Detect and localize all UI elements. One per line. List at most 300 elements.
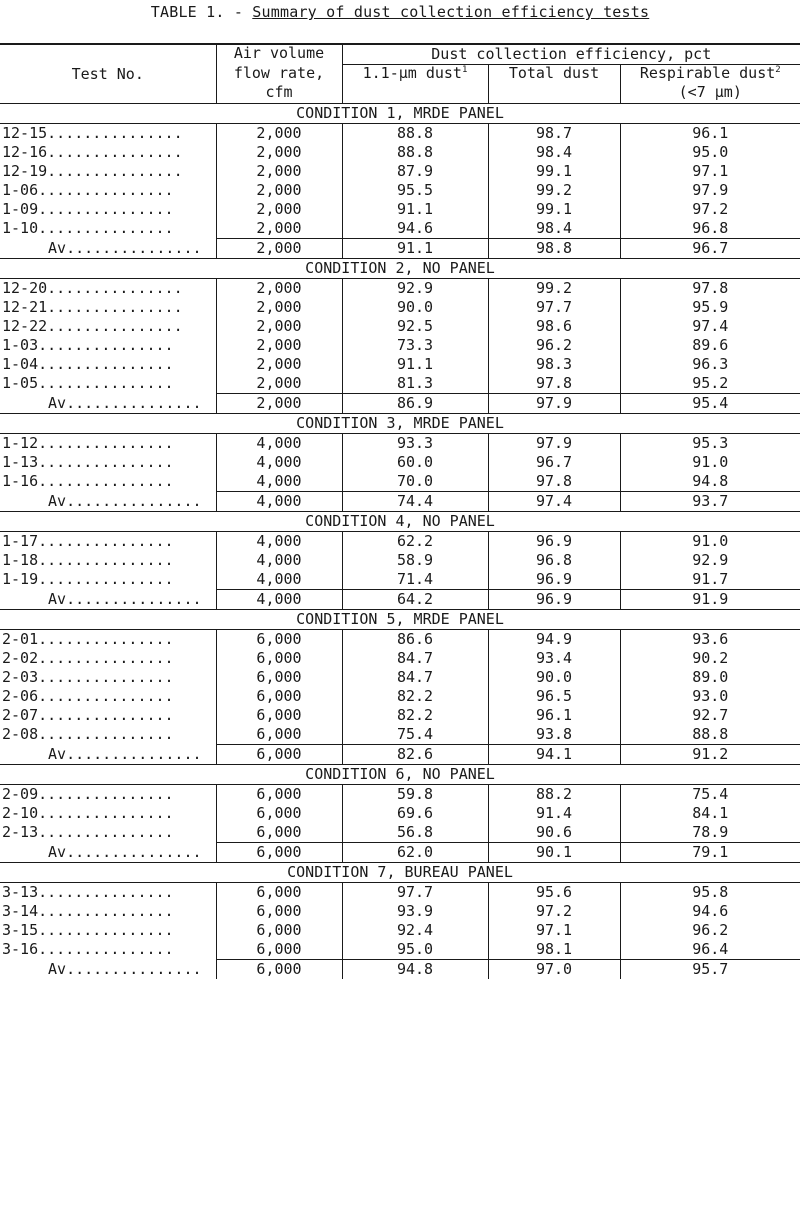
test-number: 1-17 bbox=[2, 532, 39, 550]
efficiency-1-1um-cell: 60.0 bbox=[342, 453, 488, 472]
table-row bbox=[0, 434, 800, 454]
dot-leader: ............... bbox=[38, 532, 174, 550]
efficiency-total-cell: 94.9 bbox=[488, 630, 620, 650]
test-number: 1-04 bbox=[2, 355, 39, 373]
test-number: 12-22 bbox=[2, 317, 48, 335]
efficiency-respirable-cell: 95.9 bbox=[692, 298, 729, 316]
test-no-cell bbox=[0, 649, 216, 668]
table-row bbox=[0, 570, 800, 590]
average-label: Av bbox=[48, 959, 67, 978]
condition-header-row bbox=[0, 765, 800, 785]
efficiency-respirable-cell: 97.1 bbox=[692, 162, 729, 180]
efficiency-respirable-cell: 93.6 bbox=[692, 630, 729, 648]
efficiency-respirable-cell: 95.4 bbox=[692, 394, 729, 412]
flow-rate-cell: 6,000 bbox=[216, 921, 342, 940]
efficiency-total-cell: 99.2 bbox=[488, 181, 620, 200]
table-row bbox=[0, 453, 800, 472]
efficiency-respirable-cell: 95.2 bbox=[620, 374, 800, 394]
flow-rate-cell: 2,000 bbox=[216, 181, 342, 200]
efficiency-1-1um-cell: 91.1 bbox=[342, 200, 488, 219]
efficiency-1-1um-cell: 88.8 bbox=[342, 124, 488, 144]
efficiency-total-cell: 96.7 bbox=[488, 453, 620, 472]
efficiency-1-1um-cell: 91.1 bbox=[342, 239, 488, 259]
efficiency-1-1um-cell: 84.7 bbox=[342, 649, 488, 668]
test-no-cell bbox=[0, 745, 216, 765]
efficiency-1-1um-cell: 95.0 bbox=[342, 940, 488, 960]
efficiency-total-cell: 96.2 bbox=[488, 336, 620, 355]
efficiency-respirable-cell: 95.3 bbox=[692, 434, 729, 452]
average-label: Av bbox=[48, 238, 67, 257]
test-no-cell bbox=[0, 124, 216, 144]
dot-leader: ............... bbox=[66, 959, 202, 978]
efficiency-1-1um-cell: 62.2 bbox=[342, 532, 488, 552]
dot-leader: ............... bbox=[66, 744, 202, 763]
test-number: 1-09 bbox=[2, 200, 39, 218]
test-number: 1-10 bbox=[2, 219, 39, 238]
average-label: Av bbox=[48, 744, 67, 763]
flow-rate-cell: 6,000 bbox=[216, 960, 342, 980]
efficiency-1-1um-cell: 81.3 bbox=[342, 374, 488, 394]
header-col3-line1 bbox=[620, 65, 800, 85]
efficiency-respirable-cell: 91.2 bbox=[692, 745, 729, 763]
test-no-cell bbox=[0, 570, 216, 590]
flow-rate-cell: 4,000 bbox=[216, 434, 342, 454]
table-row bbox=[0, 902, 800, 921]
efficiency-respirable-cell: 96.3 bbox=[692, 355, 729, 373]
efficiency-respirable-cell: 89.0 bbox=[692, 668, 729, 686]
test-no-cell bbox=[0, 336, 216, 355]
table-row bbox=[0, 336, 800, 355]
efficiency-1-1um-cell: 90.0 bbox=[342, 298, 488, 317]
test-no-cell bbox=[0, 492, 216, 512]
dot-leader: ............... bbox=[47, 317, 183, 335]
test-no-cell bbox=[0, 532, 216, 552]
test-number: 2-03 bbox=[2, 668, 39, 686]
dot-leader: ............... bbox=[38, 940, 174, 959]
table-row bbox=[0, 706, 800, 725]
efficiency-1-1um-cell: 56.8 bbox=[342, 823, 488, 843]
header-flow-line2: flow rate, bbox=[216, 65, 342, 85]
test-number: 12-19 bbox=[2, 162, 48, 180]
test-no-cell bbox=[0, 843, 216, 863]
test-no-cell bbox=[0, 630, 216, 650]
test-number: 1-13 bbox=[2, 453, 39, 471]
flow-rate-cell: 6,000 bbox=[216, 725, 342, 745]
table-row bbox=[0, 725, 800, 745]
dot-leader: ............... bbox=[38, 921, 174, 939]
dot-leader: ............... bbox=[38, 336, 174, 354]
table-row bbox=[0, 181, 800, 200]
efficiency-respirable-cell: 89.6 bbox=[692, 336, 729, 354]
dot-leader: ............... bbox=[38, 355, 174, 373]
average-label: Av bbox=[48, 842, 67, 861]
efficiency-respirable-cell: 78.9 bbox=[620, 823, 800, 843]
test-number: 1-03 bbox=[2, 336, 39, 354]
efficiency-1-1um-cell: 91.1 bbox=[342, 355, 488, 374]
test-no-cell bbox=[0, 162, 216, 181]
condition-label: CONDITION 4, NO PANEL bbox=[0, 512, 800, 532]
flow-rate-cell: 4,000 bbox=[216, 492, 342, 512]
dot-leader: ............... bbox=[38, 551, 174, 569]
test-no-cell bbox=[0, 940, 216, 960]
table-row bbox=[0, 785, 800, 805]
efficiency-1-1um-cell: 92.4 bbox=[342, 921, 488, 940]
efficiency-respirable-cell: 75.4 bbox=[692, 785, 729, 803]
test-no-cell bbox=[0, 960, 216, 980]
test-number: 2-13 bbox=[2, 823, 39, 842]
average-row bbox=[0, 843, 800, 863]
efficiency-1-1um-cell: 82.6 bbox=[342, 745, 488, 765]
flow-rate-cell: 6,000 bbox=[216, 668, 342, 687]
test-no-cell bbox=[0, 355, 216, 374]
test-no-cell bbox=[0, 317, 216, 336]
condition-label: CONDITION 3, MRDE PANEL bbox=[0, 414, 800, 434]
test-number: 3-13 bbox=[2, 883, 39, 901]
dot-leader: ............... bbox=[38, 725, 174, 744]
efficiency-total-cell: 97.4 bbox=[488, 492, 620, 512]
efficiency-1-1um-cell: 87.9 bbox=[342, 162, 488, 181]
dot-leader: ............... bbox=[38, 434, 174, 452]
efficiency-total-cell: 90.1 bbox=[488, 843, 620, 863]
header-flow-line3: cfm bbox=[216, 84, 342, 104]
flow-rate-cell: 2,000 bbox=[216, 162, 342, 181]
efficiency-respirable-cell: 94.8 bbox=[620, 472, 800, 492]
flow-rate-cell: 6,000 bbox=[216, 940, 342, 960]
efficiency-respirable-cell: 96.2 bbox=[692, 921, 729, 939]
efficiency-respirable-cell: 97.9 bbox=[692, 181, 729, 199]
flow-rate-cell: 6,000 bbox=[216, 843, 342, 863]
test-no-cell bbox=[0, 590, 216, 610]
flow-rate-cell: 2,000 bbox=[216, 219, 342, 239]
average-label: Av bbox=[48, 491, 67, 510]
efficiency-1-1um-cell: 82.2 bbox=[342, 687, 488, 706]
efficiency-total-cell: 98.3 bbox=[488, 355, 620, 374]
dot-leader: ............... bbox=[38, 472, 174, 491]
flow-rate-cell: 4,000 bbox=[216, 590, 342, 610]
test-number: 12-15 bbox=[2, 124, 48, 142]
efficiency-total-cell: 96.9 bbox=[488, 532, 620, 552]
efficiency-1-1um-cell: 93.3 bbox=[342, 434, 488, 454]
test-no-cell bbox=[0, 219, 216, 239]
efficiency-1-1um-cell: 74.4 bbox=[342, 492, 488, 512]
flow-rate-cell: 2,000 bbox=[216, 394, 342, 414]
efficiency-total-cell: 93.4 bbox=[488, 649, 620, 668]
dot-leader: ............... bbox=[47, 298, 183, 316]
header-col2: Total dust bbox=[488, 65, 620, 104]
efficiency-1-1um-cell: 94.8 bbox=[342, 960, 488, 980]
average-row bbox=[0, 745, 800, 765]
efficiency-respirable-cell: 96.1 bbox=[692, 124, 729, 142]
efficiency-1-1um-cell: 82.2 bbox=[342, 706, 488, 725]
condition-label: CONDITION 7, BUREAU PANEL bbox=[0, 863, 800, 883]
dot-leader: ............... bbox=[66, 842, 202, 861]
efficiency-total-cell: 98.4 bbox=[488, 143, 620, 162]
table-label: TABLE 1. - bbox=[150, 3, 244, 21]
average-row bbox=[0, 239, 800, 259]
test-number: 3-15 bbox=[2, 921, 39, 939]
table-body bbox=[0, 104, 800, 980]
test-no-cell bbox=[0, 472, 216, 492]
efficiency-1-1um-cell: 97.7 bbox=[342, 883, 488, 903]
header-test-no: Test No. bbox=[0, 44, 216, 104]
efficiency-respirable-cell: 97.2 bbox=[692, 200, 729, 218]
efficiency-1-1um-cell: 88.8 bbox=[342, 143, 488, 162]
flow-rate-cell: 2,000 bbox=[216, 124, 342, 144]
efficiency-1-1um-cell: 64.2 bbox=[342, 590, 488, 610]
efficiency-respirable-cell: 91.9 bbox=[692, 590, 729, 608]
table-row bbox=[0, 668, 800, 687]
table-row bbox=[0, 317, 800, 336]
condition-header-row bbox=[0, 259, 800, 279]
test-no-cell bbox=[0, 143, 216, 162]
efficiency-respirable-cell: 91.0 bbox=[692, 453, 729, 471]
efficiency-respirable-cell: 90.2 bbox=[692, 649, 729, 667]
efficiency-1-1um-cell: 75.4 bbox=[342, 725, 488, 745]
average-label: Av bbox=[48, 393, 67, 412]
flow-rate-cell: 2,000 bbox=[216, 279, 342, 299]
test-number: 2-08 bbox=[2, 725, 39, 744]
efficiency-respirable-cell: 95.0 bbox=[692, 143, 729, 161]
flow-rate-cell: 4,000 bbox=[216, 472, 342, 492]
test-no-cell bbox=[0, 453, 216, 472]
dot-leader: ............... bbox=[38, 453, 174, 471]
efficiency-total-cell: 90.6 bbox=[488, 823, 620, 843]
test-no-cell bbox=[0, 725, 216, 745]
table-row bbox=[0, 279, 800, 299]
efficiency-total-cell: 93.8 bbox=[488, 725, 620, 745]
efficiency-1-1um-cell: 59.8 bbox=[342, 785, 488, 805]
table-row bbox=[0, 940, 800, 960]
efficiency-respirable-cell: 97.8 bbox=[692, 279, 729, 297]
table-row bbox=[0, 823, 800, 843]
flow-rate-cell: 4,000 bbox=[216, 570, 342, 590]
efficiency-respirable-cell: 97.4 bbox=[692, 317, 729, 335]
flow-rate-cell: 2,000 bbox=[216, 355, 342, 374]
test-no-cell bbox=[0, 804, 216, 823]
footnote-marker-1: 1 bbox=[461, 65, 468, 75]
flow-rate-cell: 6,000 bbox=[216, 745, 342, 765]
efficiency-respirable-cell: 93.0 bbox=[692, 687, 729, 705]
table-row bbox=[0, 630, 800, 650]
dot-leader: ............... bbox=[47, 162, 183, 180]
test-number: 2-10 bbox=[2, 804, 39, 822]
test-number: 2-07 bbox=[2, 706, 39, 724]
flow-rate-cell: 6,000 bbox=[216, 823, 342, 843]
efficiency-1-1um-cell: 84.7 bbox=[342, 668, 488, 687]
test-no-cell bbox=[0, 298, 216, 317]
average-row bbox=[0, 590, 800, 610]
flow-rate-cell: 4,000 bbox=[216, 453, 342, 472]
efficiency-total-cell: 99.2 bbox=[488, 279, 620, 299]
efficiency-1-1um-cell: 94.6 bbox=[342, 219, 488, 239]
flow-rate-cell: 2,000 bbox=[216, 298, 342, 317]
test-no-cell bbox=[0, 551, 216, 570]
flow-rate-cell: 2,000 bbox=[216, 239, 342, 259]
efficiency-total-cell: 98.1 bbox=[488, 940, 620, 960]
efficiency-respirable-cell: 96.4 bbox=[620, 940, 800, 960]
test-no-cell bbox=[0, 374, 216, 394]
dot-leader: ............... bbox=[38, 706, 174, 724]
efficiency-total-cell: 97.1 bbox=[488, 921, 620, 940]
test-no-cell bbox=[0, 902, 216, 921]
efficiency-1-1um-cell: 58.9 bbox=[342, 551, 488, 570]
footnote-marker-2: 2 bbox=[775, 65, 781, 75]
efficiency-respirable-cell: 91.7 bbox=[620, 570, 800, 590]
efficiency-respirable-cell: 94.6 bbox=[692, 902, 729, 920]
efficiency-total-cell: 97.0 bbox=[488, 960, 620, 980]
test-number: 1-12 bbox=[2, 434, 39, 452]
flow-rate-cell: 6,000 bbox=[216, 785, 342, 805]
efficiency-1-1um-cell: 69.6 bbox=[342, 804, 488, 823]
dot-leader: ............... bbox=[38, 649, 174, 667]
condition-header-row bbox=[0, 414, 800, 434]
header-col1 bbox=[342, 65, 488, 104]
flow-rate-cell: 6,000 bbox=[216, 804, 342, 823]
efficiency-total-cell: 96.1 bbox=[488, 706, 620, 725]
flow-rate-cell: 6,000 bbox=[216, 630, 342, 650]
efficiency-total-cell: 88.2 bbox=[488, 785, 620, 805]
condition-header-row bbox=[0, 863, 800, 883]
condition-header-row bbox=[0, 512, 800, 532]
efficiency-total-cell: 91.4 bbox=[488, 804, 620, 823]
table-row bbox=[0, 687, 800, 706]
table-row bbox=[0, 143, 800, 162]
table-row bbox=[0, 219, 800, 239]
efficiency-1-1um-cell: 92.5 bbox=[342, 317, 488, 336]
dot-leader: ............... bbox=[66, 238, 202, 257]
dot-leader: ............... bbox=[38, 804, 174, 822]
table-row bbox=[0, 532, 800, 552]
table-row bbox=[0, 124, 800, 144]
efficiency-respirable-cell: 84.1 bbox=[692, 804, 729, 822]
test-number: 2-01 bbox=[2, 630, 39, 648]
efficiency-1-1um-cell: 95.5 bbox=[342, 181, 488, 200]
dot-leader: ............... bbox=[47, 279, 183, 297]
efficiency-respirable-cell: 91.0 bbox=[692, 532, 729, 550]
test-number: 1-06 bbox=[2, 181, 39, 199]
efficiency-total-cell: 97.2 bbox=[488, 902, 620, 921]
efficiency-respirable-cell: 95.8 bbox=[692, 883, 729, 901]
condition-header-row bbox=[0, 104, 800, 124]
test-number: 1-19 bbox=[2, 570, 39, 589]
efficiency-total-cell: 97.9 bbox=[488, 394, 620, 414]
table-row bbox=[0, 298, 800, 317]
average-label: Av bbox=[48, 589, 67, 608]
dust-efficiency-table bbox=[0, 43, 800, 979]
test-number: 1-05 bbox=[2, 374, 39, 393]
test-number: 1-18 bbox=[2, 551, 39, 569]
header-col3-text: Respirable dust bbox=[639, 64, 776, 82]
efficiency-total-cell: 97.8 bbox=[488, 374, 620, 394]
table-row bbox=[0, 472, 800, 492]
efficiency-respirable-cell: 96.8 bbox=[620, 219, 800, 239]
efficiency-total-cell: 98.4 bbox=[488, 219, 620, 239]
efficiency-total-cell: 98.6 bbox=[488, 317, 620, 336]
header-col1-text: 1.1-µm dust bbox=[362, 64, 462, 82]
dot-leader: ............... bbox=[66, 393, 202, 412]
flow-rate-cell: 2,000 bbox=[216, 317, 342, 336]
test-no-cell bbox=[0, 921, 216, 940]
flow-rate-cell: 4,000 bbox=[216, 532, 342, 552]
efficiency-respirable-cell: 79.1 bbox=[692, 843, 729, 861]
efficiency-respirable-cell: 93.7 bbox=[692, 492, 729, 510]
efficiency-respirable-cell: 92.7 bbox=[692, 706, 729, 724]
condition-label: CONDITION 6, NO PANEL bbox=[0, 765, 800, 785]
dot-leader: ............... bbox=[38, 785, 174, 803]
table-header bbox=[0, 44, 800, 104]
efficiency-total-cell: 96.5 bbox=[488, 687, 620, 706]
flow-rate-cell: 2,000 bbox=[216, 143, 342, 162]
test-no-cell bbox=[0, 394, 216, 414]
efficiency-total-cell: 96.9 bbox=[488, 590, 620, 610]
dot-leader: ............... bbox=[38, 823, 174, 842]
efficiency-total-cell: 95.6 bbox=[488, 883, 620, 903]
flow-rate-cell: 6,000 bbox=[216, 902, 342, 921]
header-efficiency-group: Dust collection efficiency, pct bbox=[342, 44, 800, 65]
dot-leader: ............... bbox=[38, 570, 174, 589]
flow-rate-cell: 6,000 bbox=[216, 649, 342, 668]
table-row bbox=[0, 804, 800, 823]
test-no-cell bbox=[0, 200, 216, 219]
test-no-cell bbox=[0, 785, 216, 805]
flow-rate-cell: 4,000 bbox=[216, 551, 342, 570]
efficiency-total-cell: 94.1 bbox=[488, 745, 620, 765]
efficiency-1-1um-cell: 93.9 bbox=[342, 902, 488, 921]
average-row bbox=[0, 492, 800, 512]
table-title bbox=[0, 3, 800, 21]
table-row bbox=[0, 162, 800, 181]
dot-leader: ............... bbox=[38, 181, 174, 199]
efficiency-1-1um-cell: 73.3 bbox=[342, 336, 488, 355]
dot-leader: ............... bbox=[38, 687, 174, 705]
test-number: 2-09 bbox=[2, 785, 39, 803]
dot-leader: ............... bbox=[47, 143, 183, 161]
test-number: 3-14 bbox=[2, 902, 39, 920]
efficiency-total-cell: 97.9 bbox=[488, 434, 620, 454]
test-no-cell bbox=[0, 823, 216, 843]
test-number: 2-06 bbox=[2, 687, 39, 705]
dot-leader: ............... bbox=[66, 589, 202, 608]
dot-leader: ............... bbox=[66, 491, 202, 510]
table-caption: Summary of dust collection efficiency tests bbox=[252, 3, 650, 21]
dot-leader: ............... bbox=[38, 668, 174, 686]
efficiency-respirable-cell: 92.9 bbox=[692, 551, 729, 569]
header-col3-line2: (<7 µm) bbox=[678, 84, 742, 101]
test-no-cell bbox=[0, 883, 216, 903]
table-row bbox=[0, 649, 800, 668]
test-no-cell bbox=[0, 668, 216, 687]
test-number: 2-02 bbox=[2, 649, 39, 667]
flow-rate-cell: 6,000 bbox=[216, 706, 342, 725]
dot-leader: ............... bbox=[38, 200, 174, 218]
efficiency-total-cell: 99.1 bbox=[488, 162, 620, 181]
dot-leader: ............... bbox=[38, 902, 174, 920]
efficiency-1-1um-cell: 86.9 bbox=[342, 394, 488, 414]
table-row bbox=[0, 551, 800, 570]
test-number: 3-16 bbox=[2, 940, 39, 959]
table-row bbox=[0, 200, 800, 219]
dot-leader: ............... bbox=[38, 883, 174, 901]
efficiency-total-cell: 98.7 bbox=[488, 124, 620, 144]
efficiency-respirable-cell: 95.7 bbox=[692, 960, 729, 978]
test-number: 1-16 bbox=[2, 472, 39, 491]
table-row bbox=[0, 355, 800, 374]
efficiency-1-1um-cell: 70.0 bbox=[342, 472, 488, 492]
average-row bbox=[0, 960, 800, 980]
test-number: 12-21 bbox=[2, 298, 48, 316]
flow-rate-cell: 2,000 bbox=[216, 374, 342, 394]
efficiency-total-cell: 97.8 bbox=[488, 472, 620, 492]
